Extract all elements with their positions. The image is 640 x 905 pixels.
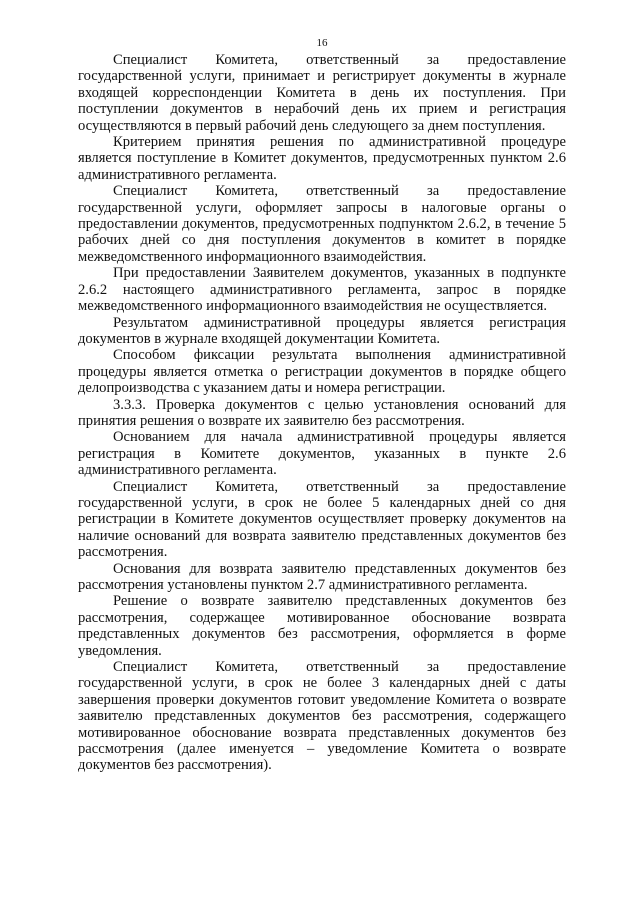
paragraph: Критерием принятия решения по административной процедуре является поступление в Комитет документов, предусмотренных пунктом 2.6 административного регламента.: [78, 134, 566, 183]
page-number: 16: [316, 37, 328, 49]
paragraph: Решение о возврате заявителю представленных документов без рассмотрения, содержащее мотивированное обоснование возврата представленных документов без рассмотрения, оформляется в форме уведомления.: [78, 593, 566, 659]
paragraph: Основания для возврата заявителю представленных документов без рассмотрения установлены пунктом 2.7 административного регламента.: [78, 560, 566, 593]
paragraph: При предоставлении Заявителем документов, указанных в подпункте 2.6.2 настоящего административного регламента, запрос в порядке межведомственного информационного взаимодействия не осуществляется.: [78, 265, 566, 315]
paragraph: Специалист Комитета, ответственный за предоставление государственной услуги, принимает и регистрирует документы в журнале входящей корреспонденции Комитета в день их поступления. При поступлении документов в нерабочий день их прием и регистрация осуществляются в первый рабочий день следующего за днем поступления.: [78, 52, 566, 134]
section-heading: 3.3.3. Проверка документов с целью установления оснований для принятия решения о возврате их заявителю без рассмотрения.: [78, 396, 566, 429]
paragraph: Основанием для начала административной процедуры является регистрация в Комитете документов, указанных в пункте 2.6 административного регламента.: [78, 429, 566, 479]
paragraph: Результатом административной процедуры является регистрация документов в журнале входящей документации Комитета.: [78, 314, 566, 347]
document-page: [78, 36, 566, 774]
paragraph: Специалист Комитета, ответственный за предоставление государственной услуги, в срок не более 3 календарных дней с даты завершения проверки документов готовит уведомление Комитета о возврате заявителю представленных документов без рассмотрения, содержащего мотивированное обоснование возврата представленных документов без рассмотрения (далее именуется – уведомление Комитета о возврате документов без рассмотрения).: [78, 659, 566, 774]
paragraph: Специалист Комитета, ответственный за предоставление государственной услуги, в срок не более 5 календарных дней со дня регистрации в Комитете документов осуществляет проверку документов на наличие оснований для возврата заявителю представленных документов без рассмотрения.: [78, 478, 566, 561]
paragraph: Способом фиксации результата выполнения административной процедуры является отметка о регистрации документов в порядке общего делопроизводства с указанием даты и номера регистрации.: [78, 347, 566, 397]
paragraph: Специалист Комитета, ответственный за предоставление государственной услуги, оформляет запросы в налоговые органы о предоставлении документов, предусмотренных подпунктом 2.6.2, в течение 5 рабочих дней со дня поступления документов в комитет в порядке межведомственного информационного взаимодействия.: [78, 183, 566, 265]
